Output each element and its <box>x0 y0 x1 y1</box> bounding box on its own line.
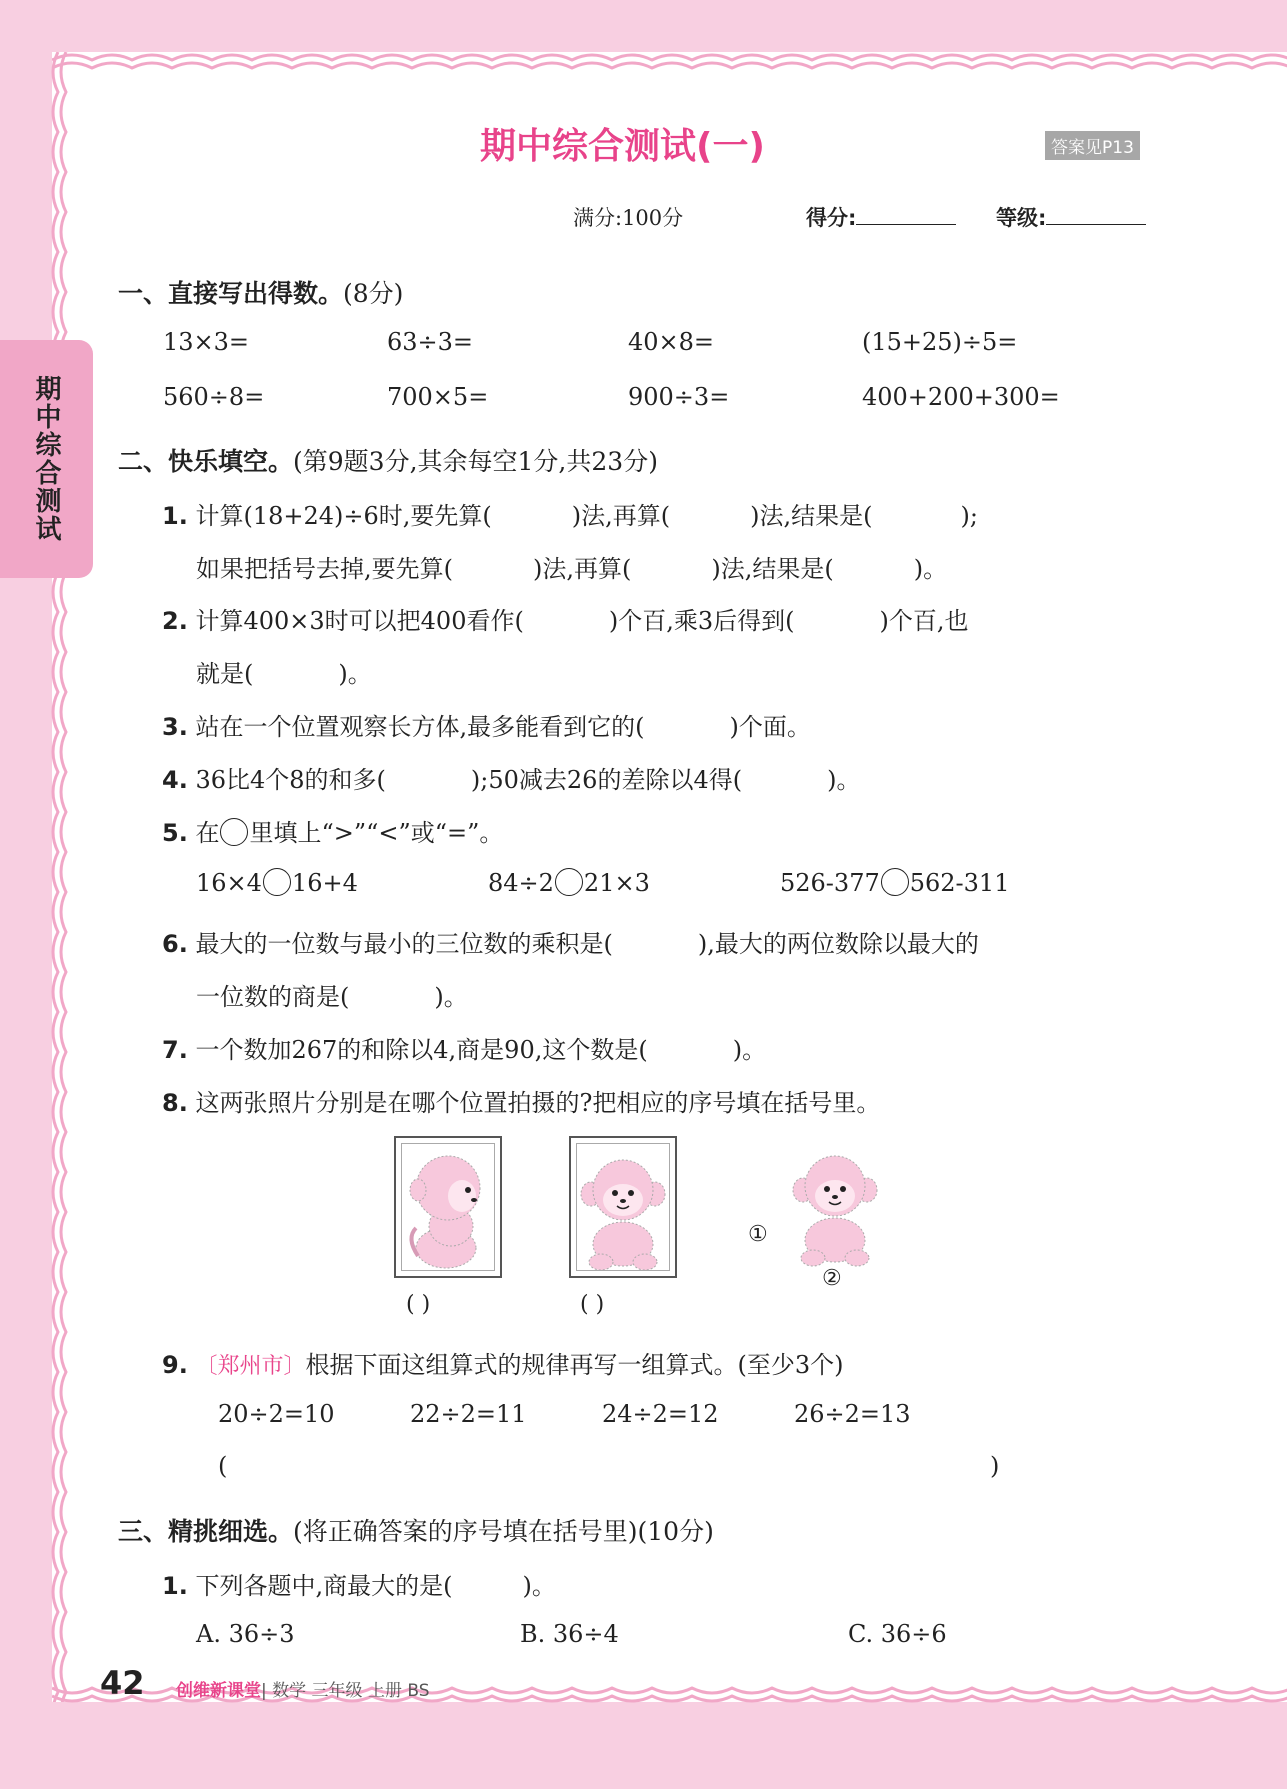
q-text: )。 <box>732 1036 767 1064</box>
q-text: 计算400×3时可以把400看作( <box>195 607 524 635</box>
q-text: )个百,也 <box>879 607 969 635</box>
grade-label <box>996 200 1146 232</box>
q-text: )。 <box>913 555 948 583</box>
question-6-line-2 <box>196 977 468 1012</box>
q-text: 526-377 <box>780 869 880 897</box>
compare-item <box>780 868 1009 897</box>
question-3 <box>162 707 811 742</box>
q-text: )法,再算( <box>533 555 632 583</box>
q-text: )法,结果是( <box>711 555 834 583</box>
score-blank <box>856 200 956 225</box>
section-1-heading <box>118 274 403 310</box>
q-text: 36比4个8的和多( <box>195 766 386 794</box>
q-text: )。 <box>338 660 372 688</box>
full-score: 满分:100分 <box>573 206 684 230</box>
answer-blank-1[interactable]: ( ) <box>406 1292 431 1317</box>
left-wave-border <box>46 52 76 1702</box>
pattern-formula: 24÷2=12 <box>602 1400 719 1428</box>
section-3-points: (将正确答案的序号填在括号里)(10分) <box>293 1517 714 1546</box>
answer-reference-badge: 答案见P13 <box>1045 131 1140 160</box>
position-2-label: ② <box>822 1266 842 1291</box>
question-7 <box>162 1030 766 1065</box>
compare-item <box>488 868 650 897</box>
section-2-points: (第9题3分,其余每空1分,共23分) <box>293 447 658 476</box>
top-wave-border <box>52 46 1287 76</box>
q-text: )法,再算( <box>571 502 671 530</box>
calc-item: 40×8= <box>628 328 715 356</box>
q-text: 就是( <box>196 660 254 688</box>
answer-paren-open: ( <box>218 1452 228 1480</box>
calc-item: 700×5= <box>387 383 489 411</box>
q-text: ); <box>960 502 978 530</box>
option-b[interactable]: B. 36÷4 <box>520 1620 619 1648</box>
q-text: )法,结果是( <box>750 502 873 530</box>
option-a[interactable]: A. 36÷3 <box>196 1620 295 1648</box>
q-text: 562-311 <box>909 869 1010 897</box>
pattern-formula: 20÷2=10 <box>218 1400 335 1428</box>
question-number: 8. <box>162 1089 188 1117</box>
q-text: 这两张照片分别是在哪个位置拍摄的?把相应的序号填在括号里。 <box>195 1089 881 1117</box>
q-text: 21×3 <box>583 869 650 897</box>
section-2-title: 二、快乐填空。 <box>118 447 294 476</box>
position-1-label: ① <box>748 1222 768 1247</box>
photo-side-view <box>394 1136 502 1278</box>
question-number: 3. <box>162 713 188 741</box>
option-c[interactable]: C. 36÷6 <box>848 1620 947 1648</box>
q-text: )。 <box>434 983 468 1011</box>
q-text: ),最大的两位数除以最大的 <box>697 930 979 958</box>
grade-label-text: 等级: <box>996 206 1047 230</box>
question-number: 7. <box>162 1036 188 1064</box>
section-1-title: 一、直接写出得数。 <box>118 279 344 308</box>
answer-blank-2[interactable]: ( ) <box>580 1292 605 1317</box>
q-text: 如果把括号去掉,要先算( <box>196 555 453 583</box>
question-6-line-1 <box>162 924 979 959</box>
footer-book-info: | 数学 三年级 上册 BS <box>261 1681 430 1701</box>
q-text: 一位数的商是( <box>196 983 350 1011</box>
monkey-toy-icon <box>785 1142 885 1272</box>
q-text: 最大的一位数与最小的三位数的乘积是( <box>195 930 613 958</box>
question-8 <box>162 1083 880 1118</box>
photo-front-view <box>569 1136 677 1278</box>
question-number: 1. <box>162 502 188 530</box>
page-title: 期中综合测试(一) <box>480 126 765 167</box>
footer-info <box>176 1676 430 1701</box>
answer-paren-close: ) <box>990 1452 1000 1480</box>
question-number: 9. <box>162 1351 188 1379</box>
question-number: 5. <box>162 819 188 847</box>
footer-brand: 创维新课堂 <box>176 1681 261 1701</box>
monkey-front-icon <box>571 1138 675 1276</box>
compare-circle[interactable] <box>555 868 583 896</box>
section-3-title: 三、精挑细选。 <box>118 1517 294 1546</box>
q-text: 84÷2 <box>488 869 554 897</box>
region-tag: 〔郑州市〕 <box>195 1354 306 1379</box>
q-text: 里填上“>”“<”或“=”。 <box>249 819 504 847</box>
calc-item: (15+25)÷5= <box>862 328 1018 356</box>
compare-item <box>196 868 358 897</box>
question-4 <box>162 760 860 795</box>
compare-circle[interactable] <box>220 818 248 846</box>
side-tab <box>0 340 93 578</box>
q-text: 一个数加267的和除以4,商是90,这个数是( <box>195 1036 648 1064</box>
q-text: 根据下面这组算式的规律再写一组算式。(至少3个) <box>305 1351 844 1379</box>
calc-item: 13×3= <box>163 328 250 356</box>
q-text: 16+4 <box>291 869 358 897</box>
monkey-side-icon <box>396 1138 500 1276</box>
section-3-heading <box>118 1512 714 1548</box>
question-5 <box>162 813 503 848</box>
q-text: )。 <box>827 766 861 794</box>
q-text: 在 <box>195 819 220 847</box>
section-3-question-1 <box>162 1566 556 1601</box>
q-text: );50减去26的差除以4得( <box>470 766 743 794</box>
q-text: )。 <box>522 1572 556 1600</box>
q-text: 站在一个位置观察长方体,最多能看到它的( <box>195 713 645 741</box>
calc-item: 63÷3= <box>387 328 474 356</box>
compare-circle[interactable] <box>263 868 291 896</box>
question-number: 1. <box>162 1572 188 1600</box>
question-number: 6. <box>162 930 188 958</box>
compare-circle[interactable] <box>881 868 909 896</box>
calc-item: 560÷8= <box>163 383 265 411</box>
question-2-line-2 <box>196 654 372 689</box>
page-number: 42 <box>100 1664 145 1702</box>
question-1-line-1 <box>162 496 978 531</box>
q-text: )个百,乘3后得到( <box>608 607 795 635</box>
grade-blank <box>1046 200 1146 225</box>
score-label <box>806 200 956 232</box>
q-text: 16×4 <box>196 869 262 897</box>
q-text: 计算(18+24)÷6时,要先算( <box>195 502 492 530</box>
calc-item: 900÷3= <box>628 383 730 411</box>
calc-item: 400+200+300= <box>862 383 1060 411</box>
question-2-line-1 <box>162 601 968 636</box>
question-number: 4. <box>162 766 188 794</box>
score-label-text: 得分: <box>806 206 857 230</box>
side-tab-label: 期中综合测试 <box>31 375 61 543</box>
q-text: )个面。 <box>729 713 811 741</box>
pattern-formula: 22÷2=11 <box>410 1400 527 1428</box>
section-2-heading <box>118 442 658 478</box>
question-1-line-2 <box>196 549 947 584</box>
q-text: 下列各题中,商最大的是( <box>195 1572 453 1600</box>
pattern-formula: 26÷2=13 <box>794 1400 911 1428</box>
question-number: 2. <box>162 607 188 635</box>
section-1-points: (8分) <box>343 279 404 308</box>
question-9 <box>162 1345 843 1380</box>
